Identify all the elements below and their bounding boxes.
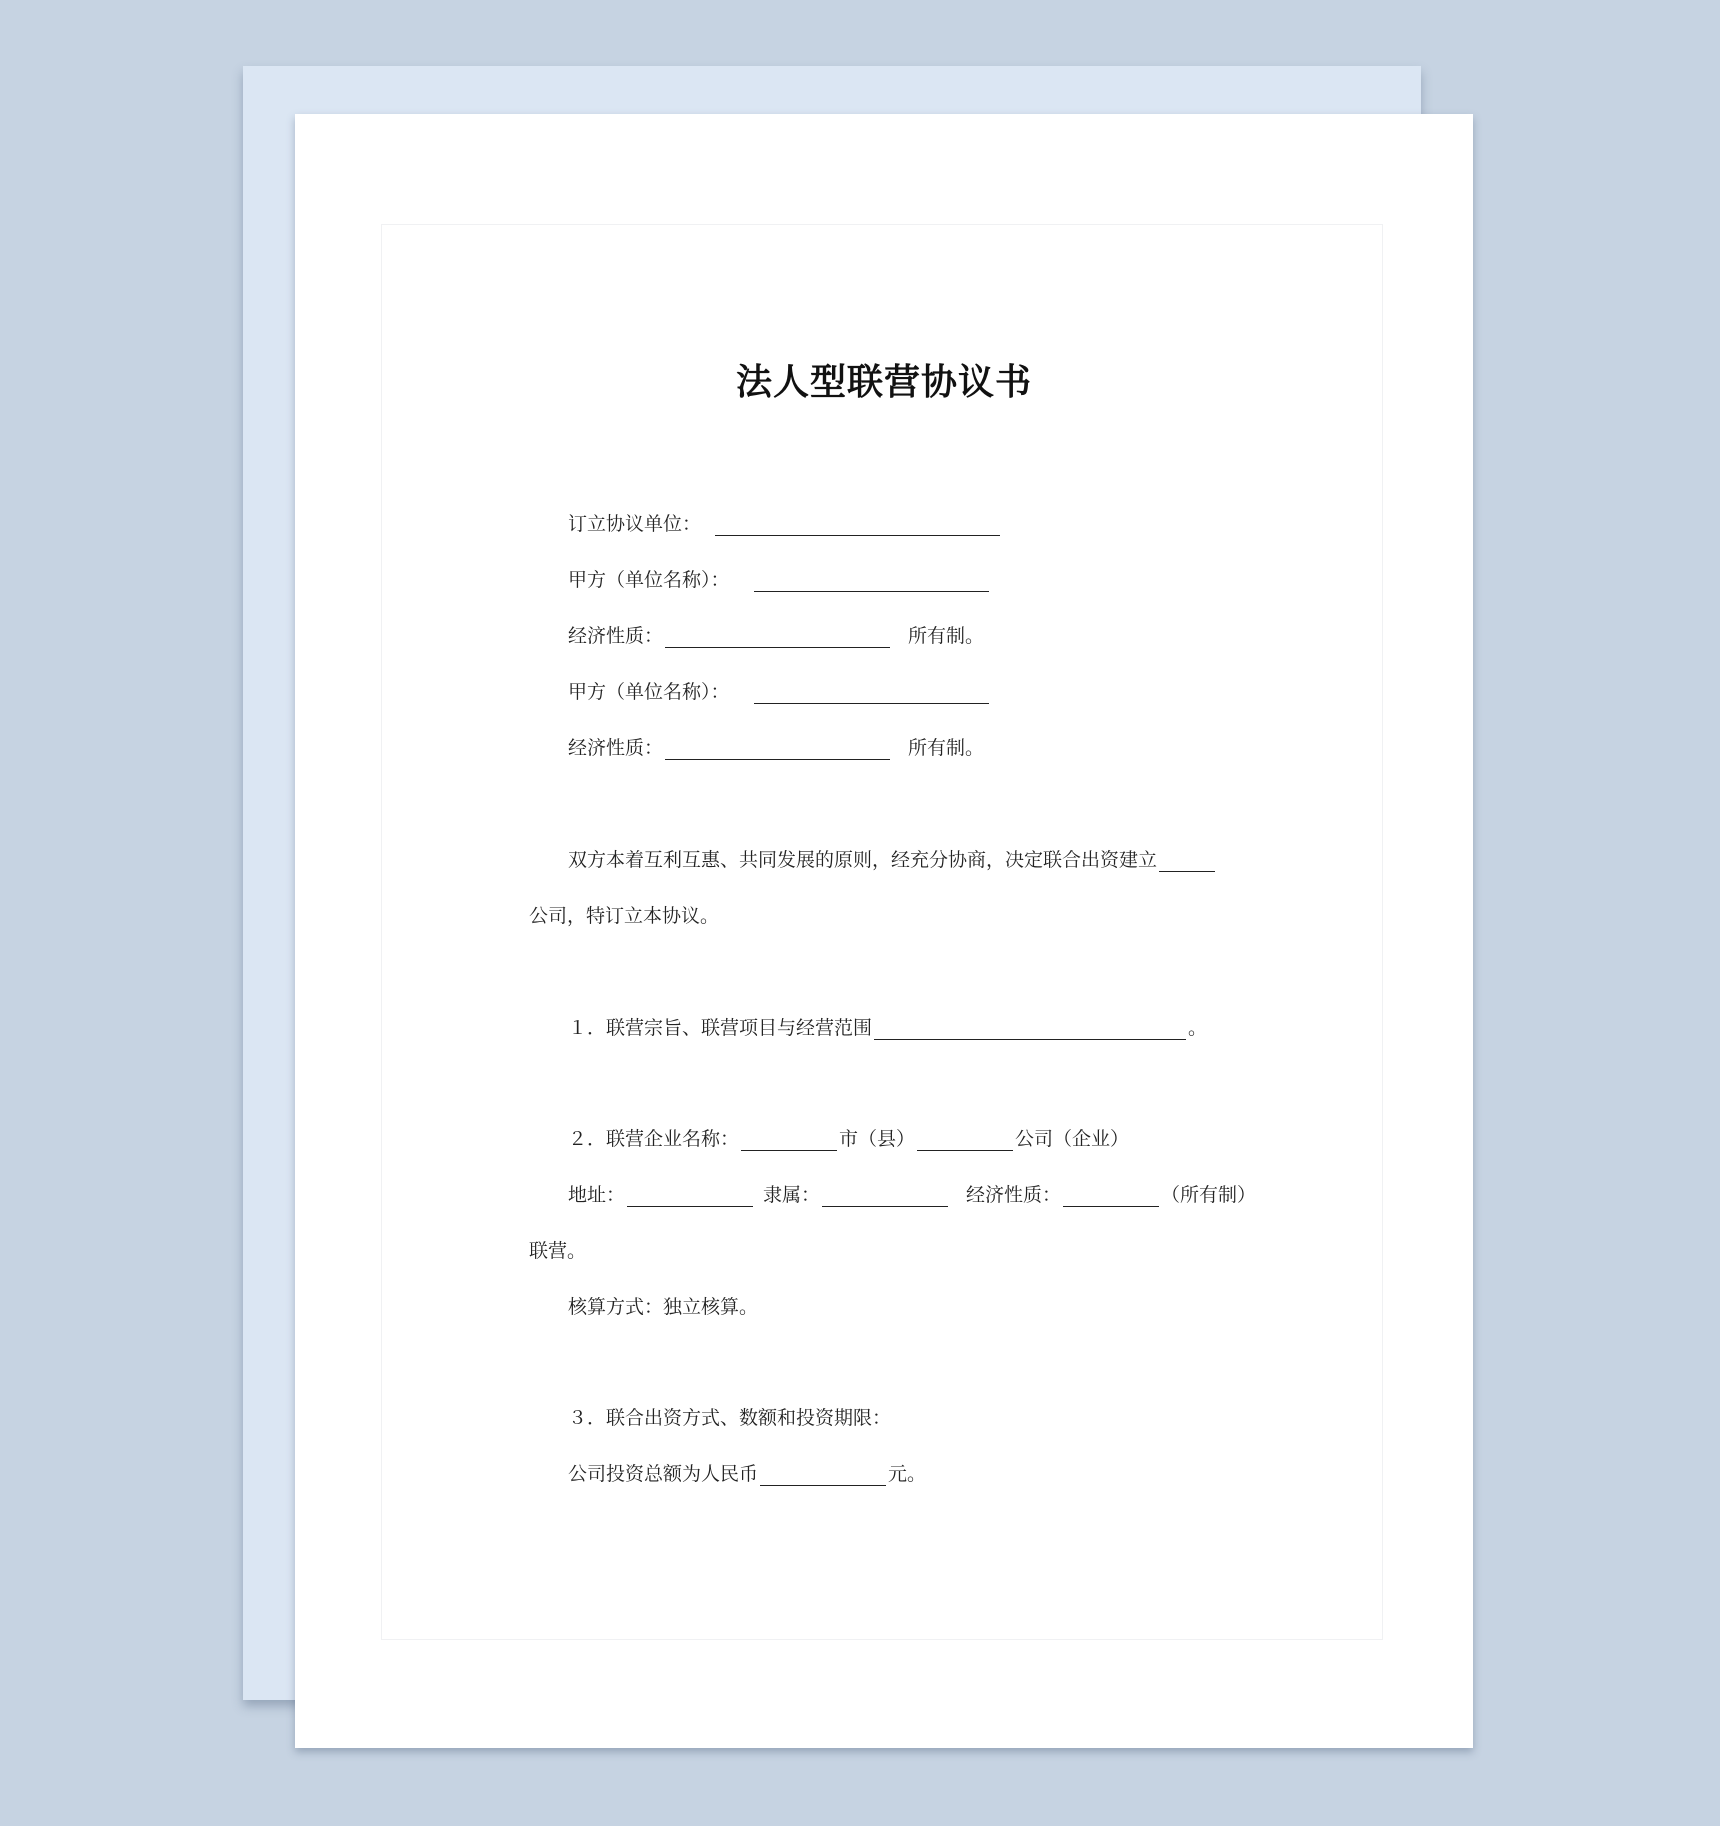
party-unit-label: 订立协议单位： (568, 513, 702, 535)
party-a-ownership-suffix: 所有制。 (908, 625, 985, 647)
document-page (295, 114, 1473, 1748)
clause-2-line (568, 1127, 1129, 1151)
party-unit-line (568, 512, 1002, 536)
party-b-label: 甲方（单位名称）： (568, 681, 730, 703)
party-b-nature-line (568, 736, 984, 760)
intro-text-2: 公司，特订立本协议。 (529, 905, 720, 927)
nature-label-3: 经济性质： (966, 1184, 1062, 1206)
ownership-paren: （所有制） (1161, 1184, 1257, 1206)
party-b-ownership-suffix: 所有制。 (908, 737, 985, 759)
city-blank[interactable] (741, 1132, 837, 1151)
affiliation-blank[interactable] (822, 1188, 948, 1207)
intro-line-1 (568, 848, 1217, 872)
party-a-nature-label: 经济性质： (568, 625, 664, 647)
company-blank[interactable] (917, 1132, 1013, 1151)
investment-amount-blank[interactable] (760, 1467, 886, 1486)
address-line (568, 1183, 1256, 1207)
party-a-nature-blank[interactable] (665, 629, 890, 648)
address-blank[interactable] (627, 1188, 753, 1207)
investment-line (568, 1462, 926, 1486)
intro-text-1: 双方本着互利互惠、共同发展的原则，经充分协商，决定联合出资建立 (568, 849, 1158, 871)
investment-prefix: 公司投资总额为人民币 (568, 1463, 759, 1485)
party-a-line (568, 568, 991, 592)
clause-2-company: 公司（企业） (1015, 1128, 1130, 1150)
party-a-label: 甲方（单位名称）： (568, 569, 730, 591)
joint-venture-word: 联营。 (529, 1240, 587, 1262)
clause-1-blank[interactable] (874, 1021, 1186, 1040)
affiliation-label: 隶属： (763, 1184, 821, 1206)
investment-suffix: 元。 (888, 1463, 927, 1485)
party-b-nature-label: 经济性质： (568, 737, 664, 759)
intro-line-2 (529, 904, 719, 928)
clause-2-text: ２．联营企业名称： (568, 1128, 740, 1150)
accounting-text: 核算方式：独立核算。 (568, 1296, 759, 1318)
document-title: 法人型联营协议书 (735, 362, 1032, 403)
party-a-blank[interactable] (754, 573, 989, 592)
joint-venture-line (529, 1239, 586, 1263)
company-name-blank[interactable] (1159, 853, 1215, 872)
clause-1-line (568, 1016, 1207, 1040)
clause-2-city: 市（县） (839, 1128, 916, 1150)
nature-blank-3[interactable] (1063, 1188, 1159, 1207)
clause-1-text: １．联营宗旨、联营项目与经营范围 (568, 1017, 873, 1039)
party-unit-blank[interactable] (715, 517, 1000, 536)
party-a-nature-line (568, 624, 984, 648)
clause-3-line (568, 1406, 891, 1430)
party-b-line (568, 680, 991, 704)
clause-3-text: ３．联合出资方式、数额和投资期限： (568, 1407, 892, 1429)
party-b-blank[interactable] (754, 685, 989, 704)
accounting-line (568, 1295, 758, 1319)
clause-1-end: 。 (1188, 1017, 1208, 1039)
party-b-nature-blank[interactable] (665, 741, 890, 760)
address-label: 地址： (568, 1184, 626, 1206)
